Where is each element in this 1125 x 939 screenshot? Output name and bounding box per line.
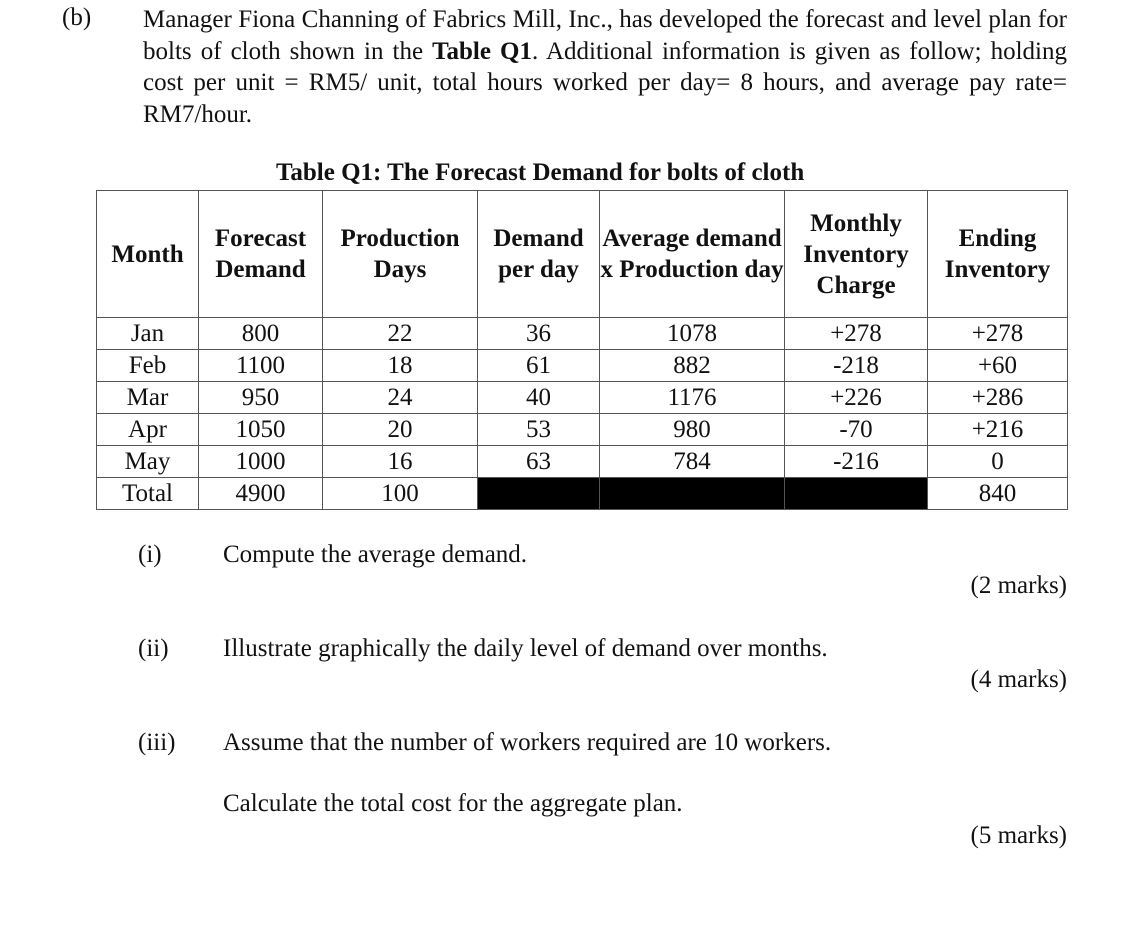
cell-total-label: Total (97, 478, 199, 510)
header-ending-inventory: Ending Inventory (928, 191, 1068, 318)
header-forecast-demand: Forecast Demand (199, 191, 323, 318)
blacked-out-cell (785, 478, 928, 510)
cell-forecast: 1050 (199, 414, 323, 446)
question-text-ii: Illustrate graphically the daily level of demand over months. (223, 635, 828, 662)
table-header-row (97, 191, 1068, 318)
cell-total-days: 100 (323, 478, 478, 510)
cell-avg-x-days: 1176 (600, 382, 785, 414)
question-label: (b) (62, 4, 92, 31)
question-text-iii-part2: Calculate the total cost for the aggregate plan. (223, 790, 683, 817)
cell-forecast: 1100 (199, 350, 323, 382)
cell-inventory-charge: -70 (785, 414, 928, 446)
cell-month: Jan (97, 318, 199, 350)
question-number-ii: (ii) (138, 635, 169, 662)
forecast-table (96, 190, 1068, 510)
marks-i: (2 marks) (970, 572, 1067, 599)
cell-month: May (97, 446, 199, 478)
cell-inventory-charge: -218 (785, 350, 928, 382)
cell-ending-inventory: +278 (928, 318, 1068, 350)
cell-forecast: 800 (199, 318, 323, 350)
cell-avg-x-days: 1078 (600, 318, 785, 350)
cell-total-ending: 840 (928, 478, 1068, 510)
cell-demand-per-day: 40 (478, 382, 600, 414)
cell-demand-per-day: 36 (478, 318, 600, 350)
blacked-out-cell (600, 478, 785, 510)
blacked-out-cell (478, 478, 600, 510)
cell-demand-per-day: 61 (478, 350, 600, 382)
cell-ending-inventory: +60 (928, 350, 1068, 382)
table-row (97, 414, 1068, 446)
cell-ending-inventory: 0 (928, 446, 1068, 478)
question-number-i: (i) (138, 541, 162, 568)
cell-month: Mar (97, 382, 199, 414)
cell-month: Feb (97, 350, 199, 382)
cell-forecast: 1000 (199, 446, 323, 478)
cell-days: 24 (323, 382, 478, 414)
header-month: Month (97, 191, 199, 318)
table-row (97, 446, 1068, 478)
cell-demand-per-day: 63 (478, 446, 600, 478)
header-production-days: Production Days (323, 191, 478, 318)
cell-days: 20 (323, 414, 478, 446)
question-text-i: Compute the average demand. (223, 541, 528, 568)
cell-avg-x-days: 882 (600, 350, 785, 382)
cell-demand-per-day: 53 (478, 414, 600, 446)
cell-month: Apr (97, 414, 199, 446)
cell-ending-inventory: +216 (928, 414, 1068, 446)
cell-days: 22 (323, 318, 478, 350)
cell-avg-x-days: 784 (600, 446, 785, 478)
table-total-row (97, 478, 1068, 510)
cell-days: 16 (323, 446, 478, 478)
question-intro (143, 4, 1067, 130)
question-text-iii: Assume that the number of workers required are 10 workers. (223, 729, 832, 756)
header-monthly-inventory-charge: Monthly Inventory Charge (785, 191, 928, 318)
cell-total-forecast: 4900 (199, 478, 323, 510)
table-caption: Table Q1: The Forecast Demand for bolts of cloth (276, 159, 805, 186)
cell-ending-inventory: +286 (928, 382, 1068, 414)
table-row (97, 318, 1068, 350)
cell-avg-x-days: 980 (600, 414, 785, 446)
intro-table-ref: Table Q1 (432, 37, 532, 65)
header-average-demand-production-day: Average demand x Production day (600, 191, 785, 318)
table-row (97, 382, 1068, 414)
intro-text-end: . Additional information is given as follow; holding cost per unit = RM5/ unit, total hours worked per day= 8 hours, and average pay rate= RM7/hour. (143, 37, 1067, 128)
marks-ii: (4 marks) (970, 666, 1067, 693)
cell-forecast: 950 (199, 382, 323, 414)
question-number-iii: (iii) (138, 729, 176, 756)
cell-inventory-charge: +278 (785, 318, 928, 350)
table-row (97, 350, 1068, 382)
intro-text-start: Manager Fiona Channing of Fabrics Mill, Inc., has developed the forecast and level plan for bolts of cloth shown in the (143, 6, 1067, 65)
marks-iii: (5 marks) (970, 822, 1067, 849)
header-demand-per-day: Demand per day (478, 191, 600, 318)
cell-inventory-charge: -216 (785, 446, 928, 478)
cell-inventory-charge: +226 (785, 382, 928, 414)
cell-days: 18 (323, 350, 478, 382)
